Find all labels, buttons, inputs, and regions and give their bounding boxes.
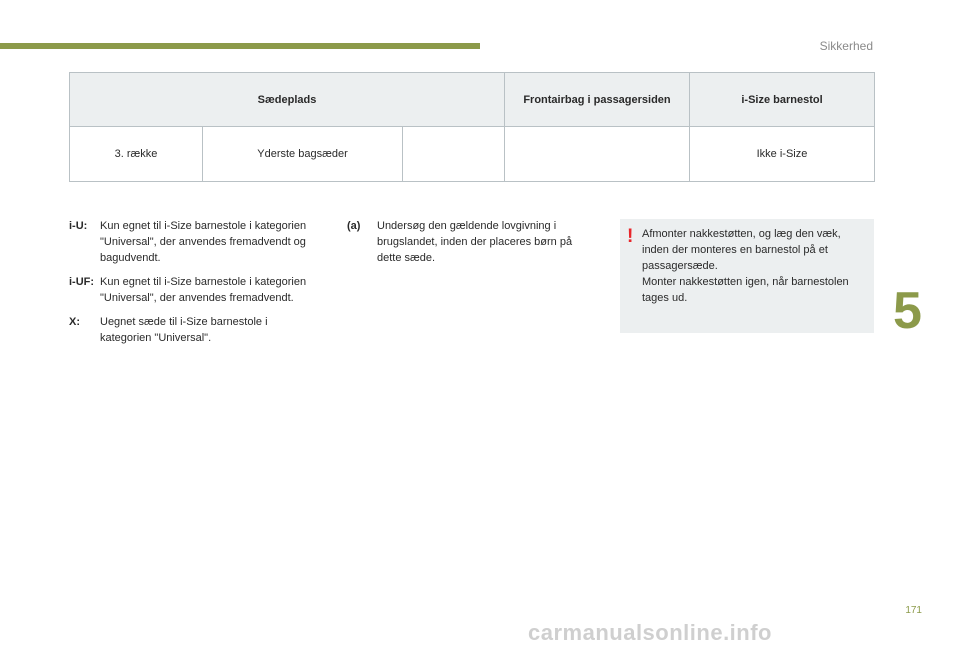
header-frontairbag: Frontairbag i passagersiden <box>505 73 690 127</box>
cell-frontairbag <box>505 127 690 182</box>
legend-item <box>69 218 309 266</box>
footnote-text: Undersøg den gældende lovgivning i brugslandet, inden der placeres børn på dette sæde. <box>377 220 573 264</box>
legend-item <box>69 314 309 346</box>
cell-isize: Ikke i-Size <box>690 127 875 182</box>
chapter-number: 5 <box>893 282 922 340</box>
seat-table <box>69 72 875 182</box>
legend-key: i-UF: <box>69 276 95 288</box>
legend-text: Uegnet sæde til i-Size barnestole i kategorien "Universal". <box>100 316 268 344</box>
warning-text: Monter nakkestøtten igen, når barnestolen tages ud. <box>642 276 849 304</box>
cell-empty <box>403 127 505 182</box>
footnote <box>347 218 587 266</box>
page-number: 171 <box>905 605 922 616</box>
footnote-key: (a) <box>347 220 361 232</box>
legend-key: X: <box>69 316 80 328</box>
legend-item <box>69 274 309 306</box>
legend-key: i-U: <box>69 220 88 232</box>
table-row <box>70 127 875 182</box>
cell-row-name: 3. række <box>70 127 203 182</box>
warning-icon: ! <box>627 226 634 247</box>
warning-text: Afmonter nakkestøtten, og læg den væk, inden der monteres en barnestol på et passagersæde. <box>642 228 841 272</box>
warning-box <box>620 219 874 333</box>
header-seat: Sædeplads <box>70 73 505 127</box>
cell-seat: Yderste bagsæder <box>203 127 403 182</box>
section-title: Sikkerhed <box>819 39 873 53</box>
watermark: carmanualsonline.info <box>528 620 772 645</box>
header-isize: i-Size barnestol <box>690 73 875 127</box>
legend <box>69 218 309 354</box>
accent-bar <box>0 43 480 49</box>
legend-text: Kun egnet til i-Size barnestole i kategorien "Universal", der anvendes fremadvendt og bagudvendt. <box>100 220 307 264</box>
table-header-row <box>70 73 875 127</box>
legend-text: Kun egnet til i-Size barnestole i kategorien "Universal", der anvendes fremadvendt. <box>100 276 307 304</box>
